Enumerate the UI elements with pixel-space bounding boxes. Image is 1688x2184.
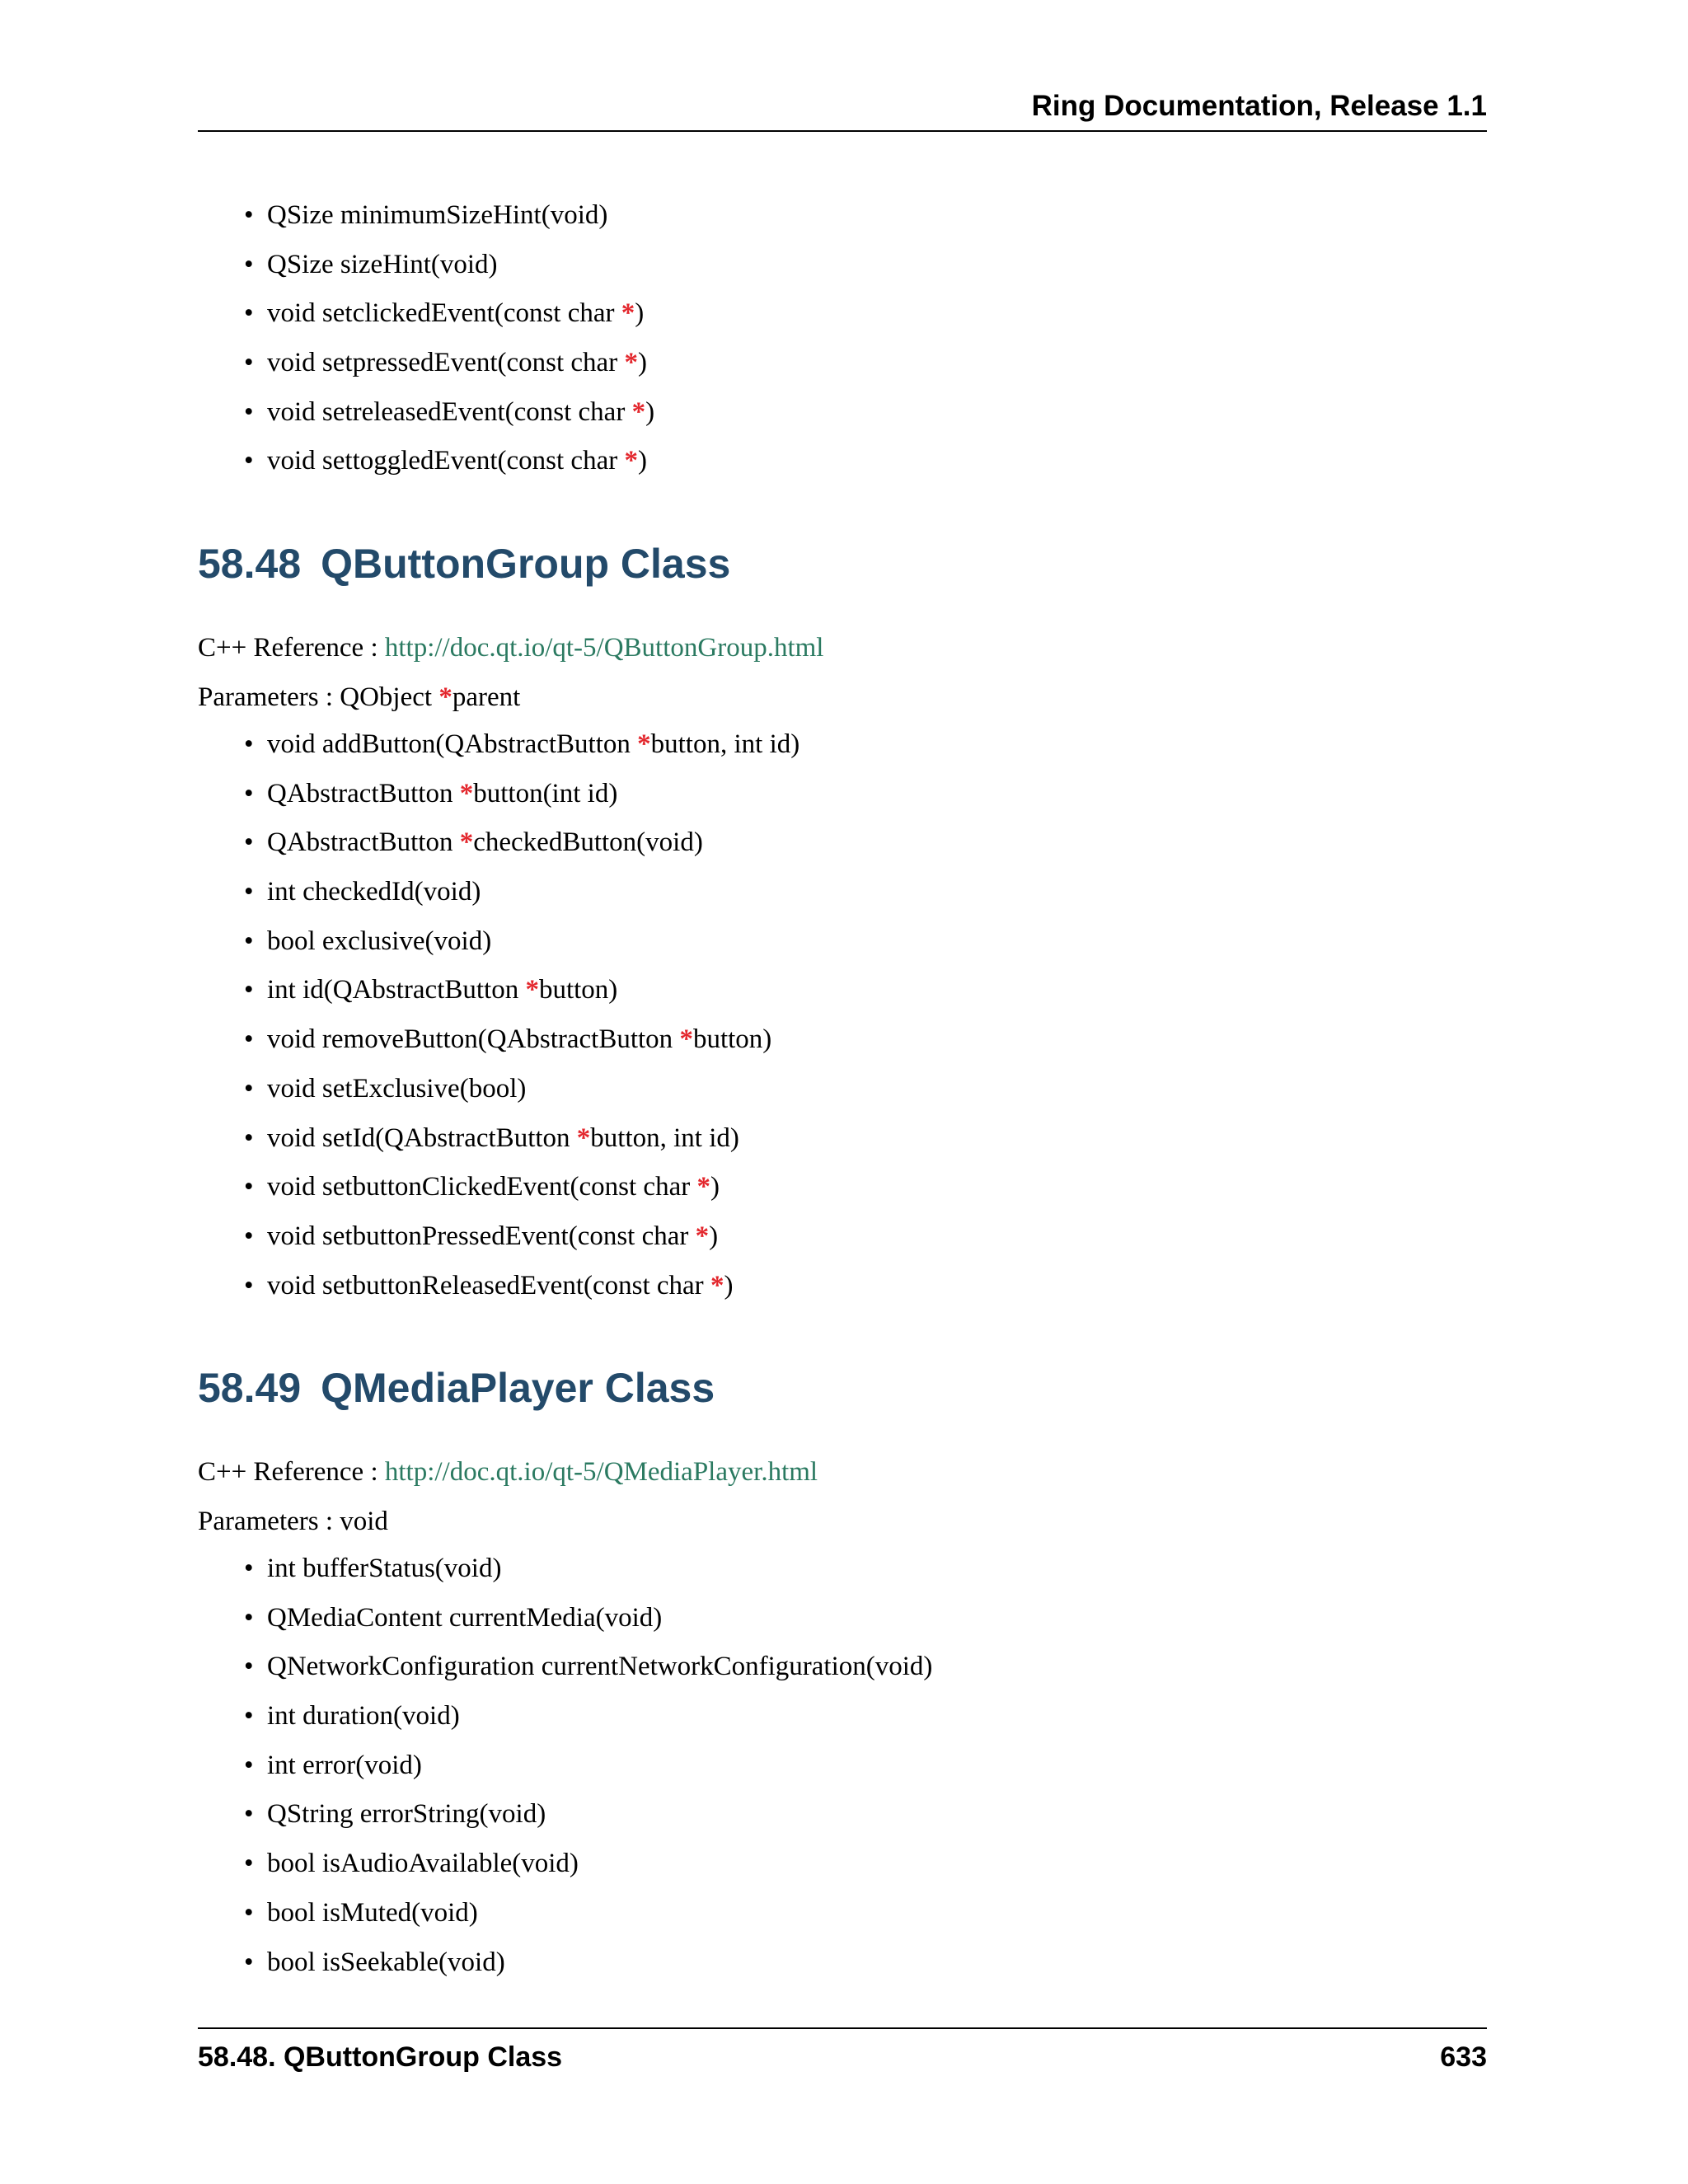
method-text: bool isAudioAvailable(void) [267, 1849, 579, 1879]
bullet-icon: • [244, 298, 254, 329]
method-text: void settoggledEvent(const char [267, 446, 625, 476]
bullet-icon: • [244, 1849, 254, 1879]
pointer-star: * [459, 827, 474, 858]
bullet-icon: • [244, 1750, 254, 1780]
bullet-icon: • [244, 1602, 254, 1633]
pointer-star: * [624, 446, 638, 476]
list-item [244, 388, 654, 438]
bullet-icon: • [244, 1652, 254, 1682]
pointer-star: * [710, 1270, 724, 1301]
list-item [244, 241, 654, 290]
method-text-rest: button) [538, 975, 618, 1005]
list-item [244, 720, 799, 770]
parameters-58-49 [198, 1505, 388, 1538]
method-text: bool isMuted(void) [267, 1897, 478, 1928]
bullet-icon: • [244, 1897, 254, 1928]
method-text: void removeButton(QAbstractButton [267, 1024, 680, 1055]
method-text: void setpressedEvent(const char [267, 348, 625, 378]
method-text: QAbstractButton [267, 827, 460, 858]
list-item [244, 339, 654, 388]
cpp-reference-58-48 [198, 631, 823, 664]
method-text: QAbstractButton [267, 778, 460, 808]
list-item [244, 868, 799, 917]
pointer-star: * [637, 729, 651, 759]
list-item [244, 437, 654, 486]
page-number: 633 [1440, 2041, 1487, 2073]
section-heading-58-48 [198, 540, 730, 588]
bullet-icon: • [244, 1799, 254, 1830]
method-text-rest: ) [645, 396, 655, 427]
list-item [244, 1594, 932, 1643]
parameters-58-48 [198, 681, 520, 714]
bullet-icon: • [244, 1701, 254, 1732]
section-number: 58.48 [198, 541, 302, 587]
pointer-star: * [696, 1172, 710, 1202]
section-heading-58-49 [198, 1364, 715, 1412]
page-header [198, 89, 1487, 132]
section-title: QButtonGroup Class [321, 541, 731, 587]
method-text: QSize sizeHint(void) [267, 249, 498, 279]
list-item [244, 1889, 932, 1938]
bullet-icon: • [244, 348, 254, 378]
reference-label: C++ Reference : [198, 633, 385, 663]
reference-link[interactable]: http://doc.qt.io/qt-5/QButtonGroup.html [384, 633, 824, 663]
list-item [244, 1065, 799, 1114]
bullet-icon: • [244, 877, 254, 907]
pointer-star: * [525, 975, 539, 1005]
list-item [244, 1741, 932, 1791]
bullet-icon: • [244, 975, 254, 1005]
bullet-icon: • [244, 1172, 254, 1202]
method-text: int bufferStatus(void) [267, 1554, 502, 1583]
bullet-icon: • [244, 729, 254, 759]
method-text-rest: button, int id) [590, 1122, 739, 1153]
parameters-label: Parameters : void [198, 1507, 388, 1536]
list-item [244, 1114, 799, 1164]
list-item [244, 1544, 932, 1594]
pointer-star: * [576, 1122, 591, 1153]
method-text: int error(void) [267, 1750, 422, 1780]
method-text-rest: button, int id) [650, 729, 800, 759]
method-text-rest: ) [635, 298, 645, 329]
list-item [244, 1262, 799, 1311]
method-text: void addButton(QAbstractButton [267, 729, 638, 759]
list-item [244, 770, 799, 819]
header-title: Ring Documentation, Release 1.1 [1031, 90, 1487, 122]
parameters-label: Parameters : QObject [198, 682, 439, 712]
pointer-star: * [679, 1024, 693, 1055]
list-item [244, 1790, 932, 1840]
method-text: int id(QAbstractButton [267, 975, 526, 1005]
method-text: void setId(QAbstractButton [267, 1122, 577, 1153]
list-item [244, 1840, 932, 1889]
method-text: void setbuttonPressedEvent(const char [267, 1221, 696, 1251]
bullet-icon: • [244, 926, 254, 956]
method-text-rest: button(int id) [473, 778, 618, 808]
method-text-rest: ) [724, 1270, 734, 1301]
pointer-star: * [624, 348, 638, 378]
pointer-star: * [459, 778, 474, 808]
bullet-icon: • [244, 1947, 254, 1977]
list-item [244, 1643, 932, 1692]
method-text: int checkedId(void) [267, 877, 481, 907]
method-text: void setbuttonReleasedEvent(const char [267, 1270, 710, 1301]
method-text-rest: button) [692, 1024, 772, 1055]
bullet-icon: • [244, 1270, 254, 1301]
list-item [244, 917, 799, 967]
method-text: int duration(void) [267, 1701, 460, 1732]
pointer-star: * [621, 298, 635, 329]
bullet-icon: • [244, 249, 254, 279]
list-item [244, 1212, 799, 1262]
bullet-icon: • [244, 778, 254, 808]
method-text: void setclickedEvent(const char [267, 298, 621, 329]
bullet-icon: • [244, 1554, 254, 1583]
list-item [244, 818, 799, 868]
reference-label: C++ Reference : [198, 1457, 385, 1487]
bullet-icon: • [244, 1073, 254, 1104]
method-text-rest: checkedButton(void) [473, 827, 703, 858]
bullet-icon: • [244, 446, 254, 476]
list-item [244, 191, 654, 241]
list-item [244, 966, 799, 1015]
bullet-icon: • [244, 396, 254, 427]
section-number: 58.49 [198, 1365, 302, 1411]
pointer-star: * [695, 1221, 710, 1251]
method-text: void setExclusive(bool) [267, 1073, 527, 1104]
method-text-rest: ) [709, 1221, 719, 1251]
method-text: bool exclusive(void) [267, 926, 492, 956]
list-item [244, 1938, 932, 1988]
list-item [244, 1163, 799, 1212]
bullet-icon: • [244, 200, 254, 230]
pointer-star: * [438, 682, 452, 712]
method-list-58-48 [244, 720, 799, 1310]
bullet-icon: • [244, 1122, 254, 1153]
method-text: void setreleasedEvent(const char [267, 396, 632, 427]
method-text: void setbuttonClickedEvent(const char [267, 1172, 697, 1202]
method-text-rest: ) [710, 1172, 720, 1202]
list-item [244, 289, 654, 339]
pointer-star: * [631, 396, 646, 427]
method-list-58-49 [244, 1544, 932, 1987]
method-text: bool isSeekable(void) [267, 1947, 505, 1977]
method-text-rest: ) [637, 446, 647, 476]
parameters-rest: parent [452, 682, 521, 712]
cpp-reference-58-49 [198, 1455, 818, 1488]
bullet-icon: • [244, 1024, 254, 1055]
method-text-rest: ) [637, 348, 647, 378]
footer-section: 58.48. QButtonGroup Class [198, 2041, 563, 2073]
method-text: QSize minimumSizeHint(void) [267, 200, 608, 230]
top-method-list [244, 191, 654, 486]
method-text: QNetworkConfiguration currentNetworkConfiguration(void) [267, 1652, 933, 1682]
method-text: QMediaContent currentMedia(void) [267, 1602, 663, 1633]
method-text: QString errorString(void) [267, 1799, 546, 1830]
reference-link[interactable]: http://doc.qt.io/qt-5/QMediaPlayer.html [384, 1457, 818, 1487]
page-footer [198, 2027, 1487, 2079]
list-item [244, 1015, 799, 1065]
bullet-icon: • [244, 827, 254, 858]
list-item [244, 1692, 932, 1741]
section-title: QMediaPlayer Class [321, 1365, 715, 1411]
bullet-icon: • [244, 1221, 254, 1251]
